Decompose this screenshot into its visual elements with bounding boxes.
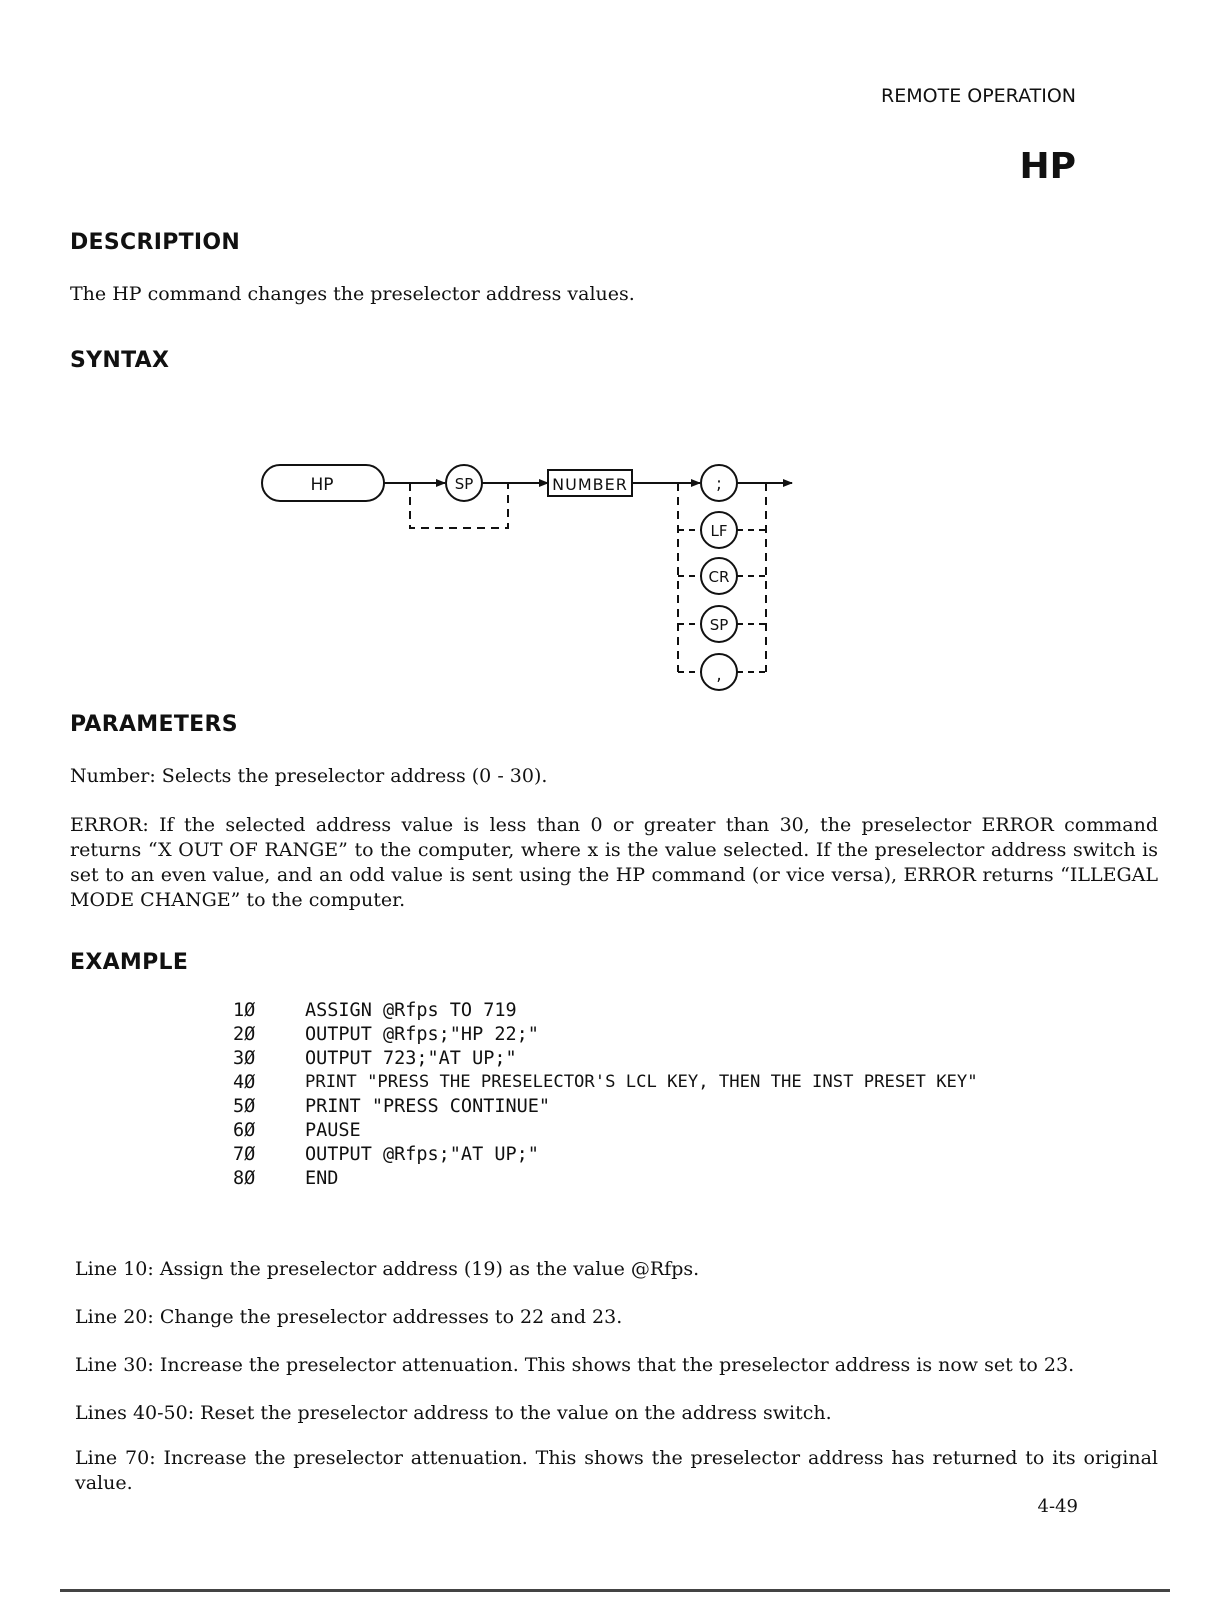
bottom-rule: [60, 1589, 1170, 1592]
code-statement: OUTPUT @Rfps;"AT UP;": [305, 1144, 539, 1165]
syntax-diagram: [0, 0, 1226, 720]
code-statement: PRINT "PRESS THE PRESELECTOR'S LCL KEY, THEN THE INST PRESET KEY": [305, 1072, 978, 1092]
terminator-label: SP: [709, 616, 729, 634]
code-line-number: 4Ø: [233, 1072, 256, 1093]
example-heading: EXAMPLE: [70, 950, 189, 975]
line-note: Line 10: Assign the preselector address (19) as the value @Rfps.: [75, 1258, 700, 1280]
terminator-label: ;: [716, 474, 722, 494]
command-label: HP: [310, 475, 334, 495]
code-line-number: 8Ø: [233, 1168, 256, 1189]
parameters-heading: PARAMETERS: [70, 712, 238, 737]
syntax-heading: SYNTAX: [70, 348, 170, 373]
code-line-number: 1Ø: [233, 1000, 256, 1021]
parameter-number: Number: Selects the preselector address (0 - 30).: [70, 765, 548, 787]
code-line-number: 5Ø: [233, 1096, 256, 1117]
parameter-error: ERROR: If the selected address value is less than 0 or greater than 30, the preselector ERROR command returns “X OUT OF RANGE” to the computer, where x is the value selected. If the preselector address switch is set to an even value, and an odd value is sent using the HP command (or vice versa), ERROR returns “ILLEGAL MODE CHANGE” to the computer.: [70, 814, 1158, 911]
code-line-number: 7Ø: [233, 1144, 256, 1165]
code-statement: PRINT "PRESS CONTINUE": [305, 1096, 551, 1117]
code-statement: OUTPUT 723;"AT UP;": [305, 1048, 517, 1069]
line-note: Line 20: Change the preselector addresses to 22 and 23.: [75, 1306, 623, 1328]
code-statement: ASSIGN @Rfps TO 719: [305, 1000, 517, 1021]
line-note: Line 70: Increase the preselector attenuation. This shows the preselector address has returned to its original value.: [75, 1447, 1158, 1494]
terminator-label: ,: [716, 665, 722, 685]
terminator-label: CR: [708, 568, 730, 586]
code-line-number: 3Ø: [233, 1048, 256, 1069]
code-line-number: 6Ø: [233, 1120, 256, 1141]
running-header: REMOTE OPERATION: [881, 85, 1076, 107]
line-note: Line 30: Increase the preselector attenuation. This shows that the preselector address is now set to 23.: [75, 1354, 1075, 1376]
terminator-label: LF: [710, 522, 728, 540]
code-statement: PAUSE: [305, 1120, 361, 1141]
command-title: HP: [1019, 146, 1076, 187]
description-heading: DESCRIPTION: [70, 230, 241, 255]
argument-label: NUMBER: [552, 475, 628, 494]
code-statement: END: [305, 1168, 339, 1189]
code-statement: OUTPUT @Rfps;"HP 22;": [305, 1024, 539, 1045]
line-note: Lines 40-50: Reset the preselector address to the value on the address switch.: [75, 1402, 832, 1424]
description-text: The HP command changes the preselector address values.: [70, 283, 635, 305]
code-line-number: 2Ø: [233, 1024, 256, 1045]
separator-label: SP: [454, 475, 474, 493]
page-number: 4-49: [1037, 1496, 1078, 1517]
